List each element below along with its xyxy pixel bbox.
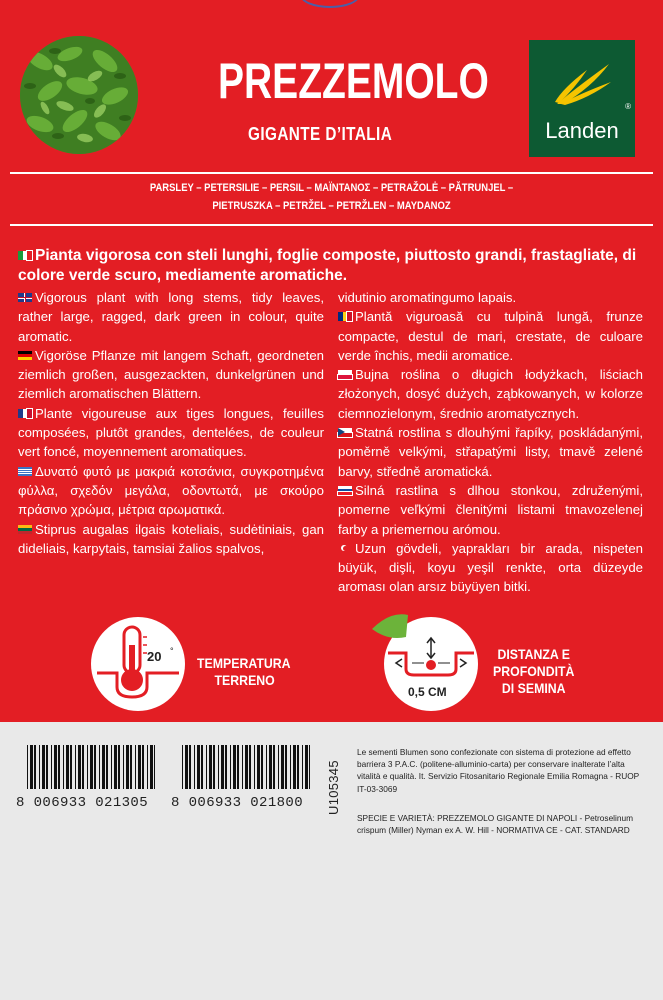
flag-fr-icon [18,409,32,418]
barcode-2 [182,745,310,789]
barcode-bar [130,745,132,789]
barcode-bar [237,745,239,789]
description-column-left [18,288,324,558]
barcode-bar [269,745,272,789]
temperature-circle [91,617,185,711]
barcode-bar [285,745,287,789]
barcode-bar [111,745,112,789]
translated-names-line-2: PIETRUSZKA – PETRŽEL – PETRŽLEN – MAYDANOZ [212,200,451,212]
barcode-bar [266,745,267,789]
barcode-bar [39,745,40,789]
barcode-bar [194,745,195,789]
description-sk: Silná rastlina s dlhou stonkou, združenými, pomerne veľkými členitými listami tmavozelenej farby a priemernou arómou. [338,482,643,537]
info-packaging: Le sementi Blumen sono confezionate con sistema di protezione ad effetto barriera 3 P.A.C. (politene-alluminio-carta) per conservare inalterate l’alta vitalità e qualità. It. Servizio Fitosanitario Regionale Emilia Romagna - RUOP IT-03-3069 [357,747,640,794]
barcode-bar [261,745,263,789]
barcode-bar [305,745,308,789]
barcode-bar [46,745,48,789]
translated-names-line-1: PARSLEY – PETERSILIE – PERSIL – MAÏNTANOΣ – PETRAŽOLĖ – PĂTRUNJEL – [149,182,514,194]
description-tr: Uzun gövdeli, yaprakları bir arada, nispeten büyük, dişli, koyu yeşil renkte, orta düzeyde aroması olan arsız büyüyen bitki. [338,540,643,595]
sowing-circle [384,617,478,711]
barcode-bar [245,745,248,789]
sowing-depth-value: 0,5 CM [408,685,447,699]
flag-de-icon [18,351,32,360]
description-de: Vigoröse Pflanze mit langem Schaft, geordneten ziemlich großen, ausgezackten, dunkelgrünen und ziemlich aromatischen Blättern. [18,347,324,402]
info-species: SPECIE E VARIETÀ: PREZZEMOLO GIGANTE DI NAPOLI - Petroselinum crispum (Miller) Nyman ex A. W. Hill - NORMATIVA CE - CAT. STANDARD [357,813,634,836]
flag-tr-icon [338,544,352,553]
barcode-1-number: 8 006933 021305 [16,795,149,811]
leaf-icon [553,60,613,110]
barcode-bar [142,745,144,789]
product-title: PREZZEMOLO [218,53,489,109]
divider-top [10,172,653,174]
description-cz: Statná rostlina s dlouhými řapíky, poskládanými, poměrně velkými, střapatými listy, tmavě zelené barvy, středně aromatická. [338,425,643,479]
flag-it-icon [18,251,32,260]
temperature-label: TEMPERATURA TERRENO [197,655,291,688]
barcode-bar [102,745,105,789]
barcode-bar [290,745,291,789]
barcode-bar [297,745,299,789]
description-lt-cont: vidutinio aromatingumo lapais. [338,290,517,305]
description-fr: Plante vigoureuse aux tiges longues, feuilles composées, plutôt grandes, dentelées, de couleur vert foncé, moyennement aromatiques. [18,405,324,460]
barcode-bar [218,745,219,789]
barcode-bar [281,745,284,789]
barcode-bar [147,745,148,789]
description-gr: Δυνατό φυτό με μακριά κοτσάνια, συγκροτημένα φύλλα, σχεδόν μεγάλα, οδοντωτά, με σκούρο πράσινο χρώμα, μέτρια αρωματικά. [18,463,324,518]
barcode-bar [189,745,191,789]
barcode-bar [87,745,88,789]
barcode-bar [118,745,120,789]
barcode-bar [70,745,72,789]
thermometer-icon [91,617,185,711]
flag-pl-icon [338,370,352,379]
sowing-label: DISTANZA E PROFONDITÀ DI SEMINA [493,646,575,696]
barcode-bar [225,745,227,789]
barcode-bar [209,745,212,789]
barcode-bar [233,745,236,789]
barcode-bar [273,745,275,789]
product-subtitle: GIGANTE D’ITALIA [248,124,393,144]
barcode-bar [63,745,64,789]
barcode-bar [213,745,215,789]
barcode-bar [230,745,231,789]
product-code: U105345 [326,760,341,815]
barcode-bar [309,745,310,789]
barcode-bar [30,745,33,789]
barcode-bar [82,745,84,789]
barcode-bar [249,745,251,789]
description-italian-text: Pianta vigorosa con steli lunghi, foglie composte, piuttosto grandi, frastagliate, di colore verde scuro, mediamente aromatiche. [18,247,637,284]
temperature-value: 20 [147,649,162,664]
barcode-bar [242,745,243,789]
barcode-bar [150,745,153,789]
flag-ro-icon [338,312,352,321]
barcode-bar [123,745,124,789]
barcode-bar [135,745,136,789]
flag-gr-icon [18,467,32,476]
description-italian [18,246,648,286]
barcode-bar [78,745,81,789]
flag-sk-icon [338,486,352,495]
barcode-bar [58,745,60,789]
flag-lt-icon [18,525,32,534]
barcode-bar [138,745,141,789]
description-column-right [338,288,643,597]
barcode-bar [75,745,76,789]
barcode-bar [27,745,28,789]
description-ro: Plantă viguroasă cu tulpină lungă, frunze compacte, destul de mari, crestate, de culoare verde închis, medii aromatice. [338,309,643,363]
barcode-bar [302,745,303,789]
barcode-bar [106,745,108,789]
registered-mark: ® [625,102,631,111]
barcode-bar [51,745,52,789]
flag-cz-icon [338,428,352,437]
barcode-bar [182,745,183,789]
barcode-bar [254,745,255,789]
barcode-bar [221,745,224,789]
barcode-bar [154,745,155,789]
barcode-bar [293,745,296,789]
barcode-bar [126,745,129,789]
barcode-bar [94,745,96,789]
parsley-photo [20,36,138,154]
brand-name: Landen [545,118,619,143]
barcode-bar [185,745,188,789]
description-en: Vigorous plant with long stems, tidy leaves, rather large, ragged, dark green in colour, quite aromatic. [18,290,324,344]
barcode-1 [27,745,155,789]
barcode-bar [66,745,69,789]
divider-middle [10,224,653,226]
description-pl: Bujna roślina o długich łodyżkach, liściach złożonych, dosyć dużych, ząbkowanych, w kolorze ciemnozielonym, średnio aromatycznych. [338,367,643,421]
barcode-bar [54,745,57,789]
barcode-bar [90,745,93,789]
flag-uk-icon [18,293,32,302]
barcode-bar [278,745,279,789]
description-lt: Stiprus augalas ilgais koteliais, sudėtiniais, gan dideliais, karpytais, tamsiai žalios spalvos, [18,521,324,556]
barcode-bar [34,745,36,789]
barcode-bar [114,745,117,789]
barcode-2-number: 8 006933 021800 [171,795,304,811]
barcode-bar [201,745,203,789]
barcode-bar [197,745,200,789]
degree-symbol: ° [170,646,174,656]
brand-logo [529,40,635,157]
barcode-bar [99,745,100,789]
barcode-bar [257,745,260,789]
barcode-bar [42,745,45,789]
barcode-bar [206,745,207,789]
